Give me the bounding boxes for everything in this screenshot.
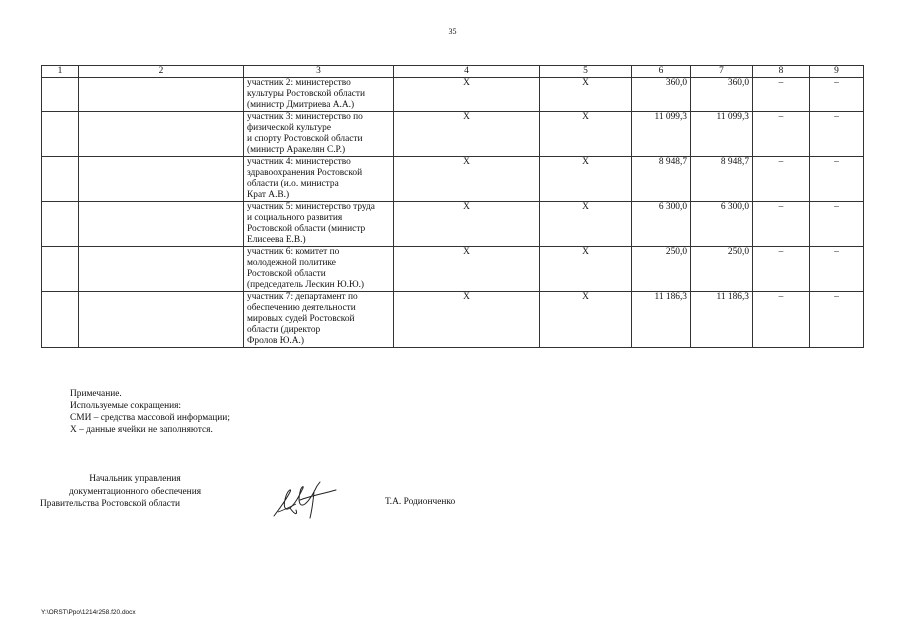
table-cell: X	[394, 292, 540, 348]
table-cell	[42, 202, 79, 247]
table-cell	[42, 247, 79, 292]
table-row	[42, 78, 864, 112]
table-cell: 6 300,0	[632, 202, 691, 247]
signatory-title-line: Начальник управления	[89, 474, 181, 484]
participant-text-line: (министр Дмитриева А.А.)	[247, 100, 355, 110]
participant-text-line: области (директор	[247, 325, 321, 335]
signature-image	[270, 478, 340, 523]
signatory-title-line: Правительства Ростовской области	[40, 499, 181, 509]
table-cell: X	[394, 112, 540, 157]
column-header: 9	[810, 66, 864, 78]
table-cell: X	[540, 78, 632, 112]
participant-text-line: участник 2: министерство	[247, 78, 351, 88]
table-body	[42, 78, 864, 348]
table-cell: 360,0	[632, 78, 691, 112]
table-cell	[244, 292, 394, 348]
table-cell: –	[753, 247, 810, 292]
table-row	[42, 292, 864, 348]
table-cell: X	[540, 157, 632, 202]
participant-text-line: Крат А.В.)	[247, 190, 290, 200]
table-cell: 250,0	[691, 247, 753, 292]
participant-text-line: здравоохранения Ростовской	[247, 168, 363, 178]
table-cell	[42, 78, 79, 112]
table-cell	[79, 157, 244, 202]
participant-text-line: Фролов Ю.А.)	[247, 336, 305, 346]
table-cell: –	[753, 78, 810, 112]
table-cell: 11 186,3	[691, 292, 753, 348]
column-header: 8	[753, 66, 810, 78]
table-cell: X	[540, 112, 632, 157]
table-cell: X	[394, 157, 540, 202]
table-cell: X	[540, 247, 632, 292]
table-cell: 11 099,3	[691, 112, 753, 157]
table-cell: X	[540, 292, 632, 348]
table-cell: X	[540, 202, 632, 247]
participant-text-line: участник 5: министерство труда	[247, 202, 375, 212]
file-path: Y:\ORST\Ppo\1214r258.f20.docx	[41, 609, 136, 616]
table-cell	[244, 157, 394, 202]
participant-text-line: участник 7: департамент по	[247, 292, 358, 302]
table-cell	[244, 202, 394, 247]
table-cell: –	[810, 78, 864, 112]
table-row	[42, 202, 864, 247]
participant-text-line: (председатель Лескин Ю.Ю.)	[247, 280, 365, 290]
table-cell: –	[753, 157, 810, 202]
participant-text-line: мировых судей Ростовской	[247, 314, 355, 324]
participant-text-line: области (и.о. министра	[247, 179, 339, 189]
table-cell: 250,0	[632, 247, 691, 292]
table-cell: 360,0	[691, 78, 753, 112]
signatory-title-line: документационного обеспечения	[68, 486, 202, 497]
table-cell	[79, 247, 244, 292]
column-header: 1	[42, 66, 79, 78]
note-line: СМИ – средства массовой информации;	[70, 413, 230, 423]
table-cell	[42, 112, 79, 157]
participant-text-line: и социального развития	[247, 213, 343, 223]
column-header: 7	[691, 66, 753, 78]
table-cell: 8 948,7	[632, 157, 691, 202]
notes-section	[70, 388, 230, 436]
table-cell: 8 948,7	[691, 157, 753, 202]
participant-text-line: участник 4: министерство	[247, 157, 351, 167]
participant-text-line: обеспечению деятельности	[247, 303, 356, 313]
handwritten-signature	[270, 478, 340, 528]
participant-text-line: участник 3: министерство по	[247, 112, 363, 122]
note-line: Примечание.	[70, 389, 122, 399]
table-cell: –	[810, 247, 864, 292]
column-header: 3	[244, 66, 394, 78]
table-cell: –	[810, 157, 864, 202]
participant-text-line: физической культуре	[247, 123, 332, 133]
page-number: 35	[448, 27, 457, 36]
table-cell: X	[394, 202, 540, 247]
signatory-name: Т.А. Родионченко	[385, 497, 456, 507]
table-cell: –	[753, 202, 810, 247]
table-cell: X	[394, 247, 540, 292]
table-cell	[42, 157, 79, 202]
participant-text-line: Елисеева Е.В.)	[247, 235, 306, 245]
table-cell: 11 186,3	[632, 292, 691, 348]
table-cell: X	[394, 78, 540, 112]
table-cell	[79, 292, 244, 348]
participant-text-line: участник 6: комитет по	[247, 247, 340, 257]
table-cell: –	[810, 112, 864, 157]
table-cell	[244, 247, 394, 292]
table-cell: –	[753, 292, 810, 348]
table-row	[42, 112, 864, 157]
table-row	[42, 157, 864, 202]
table-cell	[42, 292, 79, 348]
table-cell	[79, 202, 244, 247]
note-line: Х – данные ячейки не заполняются.	[70, 425, 213, 435]
table-cell	[244, 112, 394, 157]
note-line: Используемые сокращения:	[70, 401, 182, 411]
participant-text-line: культуры Ростовской области	[247, 89, 366, 99]
table-cell	[79, 112, 244, 157]
column-header: 5	[540, 66, 632, 78]
table-cell: 6 300,0	[691, 202, 753, 247]
budget-table	[41, 65, 864, 348]
table-header-row	[42, 66, 864, 78]
table-cell: –	[810, 202, 864, 247]
column-header: 6	[632, 66, 691, 78]
participant-text-line: молодежной политике	[247, 258, 336, 268]
signatory-title	[40, 473, 230, 511]
participant-text-line: и спорту Ростовской области	[247, 134, 363, 144]
column-header: 2	[79, 66, 244, 78]
column-header: 4	[394, 66, 540, 78]
table-cell: –	[753, 112, 810, 157]
table-cell	[244, 78, 394, 112]
table-cell: –	[810, 292, 864, 348]
participant-text-line: Ростовской области (министр	[247, 224, 366, 234]
table-cell	[79, 78, 244, 112]
participant-text-line: Ростовской области	[247, 269, 326, 279]
table-cell: 11 099,3	[632, 112, 691, 157]
table-row	[42, 247, 864, 292]
participant-text-line: (министр Аракелян С.Р.)	[247, 145, 346, 155]
